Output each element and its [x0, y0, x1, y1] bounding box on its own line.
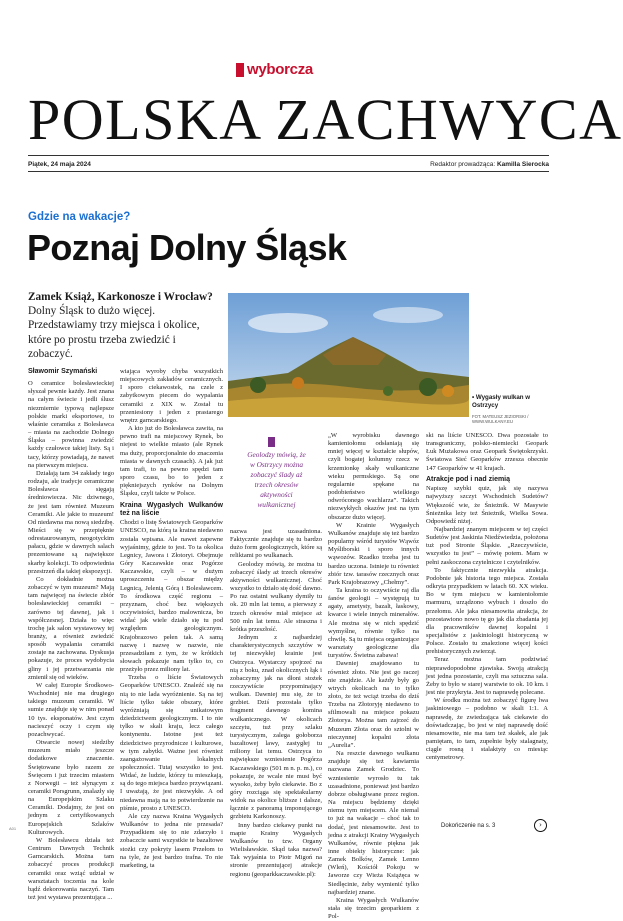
brand-name: wyborcza — [247, 61, 313, 78]
article-headline: Poznaj Dolny Śląsk — [27, 227, 347, 268]
column-1 — [28, 368, 114, 901]
section-heading: Kraina Wygasłych Wulkanów też na liście — [120, 501, 223, 517]
col4-paragraph: Ta kraina to oczywiście raj dla fanów geologii – występują tu agaty, ametysty, bazalt, łaskowy, kwarce i wiele innych minerałów. Ale można się w nich spędzić wymyślne, równie tylko na chwilę. Są tu miejsca organizujące warsztaty geologiczne dla turystów. Świetna zabawa! — [328, 586, 419, 660]
masthead-rule-bottom — [28, 171, 549, 172]
page-folio: A01 — [9, 826, 17, 831]
column-4 — [328, 432, 419, 921]
photo-credit: FOT. MATEUSZ JEZIORSKI / WWW.WULKANY.EU — [472, 414, 529, 424]
photo-caption: • Wygasły wulkan w Ostrzycy — [472, 394, 531, 409]
editor-credit — [430, 161, 549, 168]
masthead-rule-top — [28, 155, 549, 156]
col5-paragraph: W środku można też zobaczyć figurę lwa jaskiniowego – podobno w skali 1:1. A naprawdę, że zwiedzająca tak ciekawie do doświadczając, bo jest w niej naprawdę dość niesamowite, nie ma tam też skałek, ale jak pamiętam, to tam, zupełnie były stalagnaty, ciągle rosną i stalaktyty co miesiąc centymetrowy. — [426, 697, 548, 762]
col1-paragraph: W całej Europie Środkowo-Wschodniej nie ma drugiego takiego muzeum ceramiki. W sumie znajduje się w nim ponad 10 tys. eksponatów. Jest czym nacieszyć oczy i czym się pozachwycać. — [28, 681, 114, 738]
col5-paragraph: Teraz można tam podziwiać nieprawdopodobne zjawiska. Swoją atrakcją jest jedna pozostanie, czyli ma sztuczna sala. Żeby to było w starej warstwie to ok. 10 km. i jest nie przykryta. Jest to naprawdę polecane. — [426, 656, 548, 697]
col3-paragraph: Jednym z najbardziej charakterystycznych szczytów w tej niezwykłej krainie jest Ostrzyca. Wystarczy spojrzeć na nią z boku, znad okolicznych łąk i zobaczymy jak na dłoni stożek rzeczywiście przypominający wulkan. Dawniej mu się, że to grzbiet. Dziś pozostała tylko fragment dawnego komina wulkanicznego. W okolicach szczytu, tuż przy szlaku turystycznym, zalega gołoborza bazaltowej lawy, zastygłej tu miliony lat temu. Ostrzyca to największe wzniesienie Pogórza Kaczawskiego (501 m n. p. m.), co pokazuje, że wcale nie musi być wysoko, żeby było ciekawie. Bo z góry rozciąga się spektakularny widok na okolice bliższe i dalsze, łącznie z panoramą imponującego grzbietu Karkonoszy. — [230, 634, 322, 821]
col2-paragraph: Chodzi o listę Światowych Geoparków UNESCO, na którą ta kraina niedawno została wpisana. Ale nawet zapewne wyjaśnimy, gdzie to jest. To ta okolica Legnicy, Jawora i Złotoryi. Obejmuje Góry Kaczawskie oraz Pogórze Kaczawskie, czyli – w dużym uproszczeniu – obszar między Legnicą, Jelenią Górą i Bolesławcem. To środkowa część regionu – przyznam, choć bez większych oczywistości, bardzo malownicza, bo widać jak wiele działo się tu pod względem geologicznym. Krajobrazowo pełen tak. A samą nazwę i nazwę w nazwie, nie przesadziłam z tym, że w krótkich słowach pokazuje nam tylko to, co przeżyło przez miliony lat. — [120, 519, 223, 674]
issue-meta — [28, 161, 549, 168]
col1-paragraph: Działają tam 34 zakłady tego rodzaju, ale tradycje ceramiczne Bolesławca sięgają średniowiecza. Nic dziwnego, że jest tam również Muzeum Ceramiki. Ale jakie to muzeum! Od niedawna ma nową siedzibę. Mieści się w przepięknie odrestaurowanym, neogotyckim pałacu, gdzie w dawnych salach prezentowane są największe skarby kolekcji. To odpowiednia przestrzeń dla takiej ekspozycji. — [28, 469, 114, 575]
col1-paragraph: W Bolesławcu działa też Centrum Dawnych Technik Garncarskich. Można tam zobaczyć proces produkcji ceramiki oraz wziąć udział w warsztatach toczenia na kole bądź dekorowania naczyń. Tam też jest wystawa prezentująca ... — [28, 836, 114, 901]
column-2 — [120, 368, 223, 869]
col4-paragraph: W Krainie Wygasłych Wulkanów znajduje się też bardzo popularny wśród turystów Wąwóz Myśliborski i sporo innych wąwozów. Rzadko trzeba jest tu bardzo uczona. Istnieje tu również zbiór tzw. tarasów rzecznych oraz Park Krajobrazowy „Chełmy”. — [328, 521, 419, 586]
col2-paragraph: Trzeba o liście Światowych Geoparków UNESCO. Znaleźć się na nią to nie lada wyróżnienie. Są na tej liście tylko takie obszary, które wyróżniają się unikatowym dziedzictwem geologicznym. I to nie tylko w skali kraju, lecz całego kontynentu. Istotne jest też dziedzictwo przyrodnicze i kulturowe, w tym zabytki. Ważne jest również zaangażowanie lokalnych społeczności. Tutaj wszystko to jest. Widać, że ludzie, którzy tu mieszkają, są do tego miejsca bardzo przywiązani. I uważają, że jest niezwykłe. A od niedawna mają na to potwierdzenie na piśmie, prosto z UNESCO. — [120, 674, 223, 812]
col4-paragraph: „W wyrobisku dawnego kamieniołomu odsłaniają się mniej więcej w kształcie słupów, czyli bogatej kolumny rzecz w krzemionkę skały wulkaniczne wieku permskiego. Są one regularnie spękane na podobieństwo wielkiego odwróconego wachlarza”. Takich niezwykłych okazów jest na tym obszarze dużo więcej. — [328, 432, 419, 521]
col5-paragraph: Najbardziej znanym miejscem w tej części Sudetów jest Jaskinia Niedźwiedzia, położona tuż pod Stronie Śląskie. „Rzeczywiście, wszystko tu jest” – mówię potem. Mam w pełni zaskoczona czytelnicze i czytelników. — [426, 525, 548, 566]
section-heading: Atrakcje pod i nad ziemią — [426, 475, 511, 483]
col3-paragraph: Inny bardzo ciekawy punkt na mapie Krainy Wygasłych Wulkanów to tzw. Organy Wielisławskie. Skąd taka nazwa? Tak wyjaśnia to Piotr Migoń na stronie prezentującej atrakcje regionu (geoparkkaczawskie.pl): — [230, 821, 322, 878]
lede-rest: Dolny Śląsk to dużo więcej. Przedstawiamy trzy miejsca i okolice, które po prostu trzeba zwiedzić i zobaczyć. — [28, 305, 200, 360]
col4-paragraph: Na reszcie dawnego wulkanu znajduje się też kawiarnia nazwana Zamek Grodziec. To wzniesienie wyrosło tu tak uzasadnione, ponieważ jest bardzo dobrze obsługiwane przez region. Na miejscu będziemy dzięki niemu tym miejscem. Ale niemal to już na wakacje – choć tak to dodać, jest niesamowite. Jest to jedna z atrakcji Krainy Wygasłych Wulkanów, równie piękna jak inne obiekty historyczne: jak Zamek Bolków, Zamek Lenno (Wleń), Kościół Pokoju w Jaworze czy Wieża Książęca w Siedlęcinie, żeby wymienić tylko najbardziej znane. — [328, 750, 419, 896]
author-name: Sławomir Szymański — [28, 368, 98, 375]
next-page-arrow-icon[interactable]: › — [534, 819, 547, 832]
col1-paragraph: O ceramice bolesławieckiej słyszał pewnie każdy. Jest znana na całym świecie i jedli ślusz niezmiernie typową najlepsze polskie marki eksportowe, to właśnie ceramika z Bolesławca – miasta na zachodzie Dolnego Śląska – powinna zwiedzić każdy czułowce takiej listy. Są i tacy, którzy powiadają, że nawet na pierwszym miejscu. — [28, 380, 114, 469]
column-5 — [426, 432, 548, 814]
col3-paragraph: nazwa jest uzasadniona. Faktycznie znajduje się tu bardzo dużo form geologicznych, które są reliktami po wulkanach. — [230, 528, 322, 560]
col2-paragraph: Ale czy nazwa Kraina Wygasłych Wulkanów to jedna nie przesada? Przypadkiem się to nie zdarzyło i zobaczcie sami wszystkie te bazaltowe stożki czy pokryty lasem Przełom to na tyle, że jest bardzo trafna. To nie marketing, ta — [120, 812, 223, 869]
col2-paragraph: A kto już do Bolesławca zawita, na pewno trafi na miejscowy Rynek, bo niejest to wielkie miasto (ale Rynek ma duży, proporcjonalnie do znaczenia miasta w dawnych czasach). A jak już tam trafi, to na pewno spędzi tam sporo czasu, bo to jeden z piękniejszych rynków na Dolnym Śląsku, czyli także w Polsce. — [120, 425, 223, 498]
col5-paragraph: ski na liście UNESCO. Dwa pozostałe to transgraniczny, polsko-niemiecki Geopark Łuk Mużakowa oraz Geopark Świętokrzyski. Światowa Sieć Geoparków zrzesza obecnie 147 Geoparków w 41 krajach. — [426, 432, 548, 472]
column-3 — [230, 528, 323, 878]
brand-mark-icon — [236, 63, 244, 77]
caption-text: Wygasły wulkan w Ostrzycy — [472, 394, 531, 409]
article-lede — [28, 290, 214, 361]
brand-logo[interactable] — [236, 61, 313, 78]
col5-paragraph: Napiszę szybki quiz, jak się nazywa najwyższy szczyt Wschodnich Sudetów? Większość wie, że Śnieżnik. W Masywie Śnieżnika leży też Śnieżnik, Wielka Sowa. Odpowiedź niżej. — [426, 485, 548, 525]
col3-paragraph: Geolodzy mówią, że można tu zobaczyć ślady aż trzech okresów aktywności wulkanicznej. Choć wszystko to działo się dość dawno. Po raz ostatni wulkany dymiły tu ok. 20 mln lat temu, a pierwszy z trzech okresów miał miejsce aż 500 mln lat temu. Ale straszna i krótka przeszłość. — [230, 560, 323, 633]
issue-date: Piątek, 24 maja 2024 — [28, 161, 91, 168]
col1-paragraph: Otwarcie nowej siedziby muzeum miało jeszcze dodatkowe znaczenie. Świętowane było razem ze Święcem i już trzecim miastem z Norwegii – też słynącym z ceramiki Porsgrunn, znalazły się na Europejskim Szlaku Ceramiki. Dodajmy, że jest on jednym z certyfikowanych Europejskich Szlaków Kulturowych. — [28, 739, 114, 836]
lede-bold: Zamek Książ, Karkonosze i Wrocław? — [28, 291, 213, 303]
pull-quote-mark-icon — [268, 437, 275, 447]
col2-paragraph: wiająca wyroby chyba wszystkich miejscowych zakładów ceramicznych. I sporo ciekawostek, na czele z zabytkowym piecem do wypalania ceramiki z XIX w. Został tu przeniesiony i jeden z prastarego wnętrz garncarskiego. — [120, 368, 223, 424]
landscape-photo — [228, 293, 469, 417]
editor-name: Kamilla Sierocka — [496, 161, 549, 168]
col4-paragraph: Dawniej znajdowano tu również złoto. Nie jest go raczej nie znajdzie. Ale każdy były go wtrych okolicach na to tylko złoto, że też wciąż trzeba do dziś Trzeba na Złotoryję niedawno to sfilmowali na miejsce pokazu Złotorya. Można tam zajrzeć do Muzeum Złota oraz do sztolni w nieczynnej kopalni złota „Aurelia”. — [328, 660, 419, 749]
col4-paragraph: Kraina Wygasłych Wulkanów stała się trzecim geoparkiem z Pol- — [328, 896, 419, 921]
continued-note: Dokończenie na s. 3 — [441, 823, 496, 829]
pull-quote: Geolodzy mówią, że w Ostrzycy można zobaczyć ślady aż trzech okresów aktywności wulkanicznej — [247, 450, 306, 509]
col5-paragraph: To faktycznie niezwykła atrakcja. Podobnie jak historia tego miejsca. Została odkryta przypadkiem w latach 60. XX wieku. Bo w tym miejscu w kamieniołomie marmuru, urządzono wybuch i doszło do przełomu. Ale jaka niesamowita atrakcja, że pozostawiono nowo tę go jak dla zbadania jej dla pracowników dawnej kopalni i specjalistów z jaskiniologii historyczną w Polsce. Zostało tu znalezione więcej kości prehistorycznych zwierząt. — [426, 566, 548, 656]
article-kicker: Gdzie na wakacje? — [28, 211, 131, 223]
col1-paragraph: Co dokładnie można zobaczyć w tym muzeum? Mają tam najwięcej na świecie zbiór bolesławieckiej ceramiki – zarówno tej dawnej, jak i współczesnej. Działa to więc trochę jak salon wystawowy tej branży, a również zwiedzić sposób wypalania ceramiki zostaje na zachowana. Dyskusja pokazuje, że proces wydobycia gliny i jej przetwarzania nie zmienił się od wieków. — [28, 575, 114, 681]
masthead-title: POLSKA ZACHWYCA — [28, 87, 623, 152]
editor-label: Redaktor prowadząca: — [430, 161, 496, 168]
